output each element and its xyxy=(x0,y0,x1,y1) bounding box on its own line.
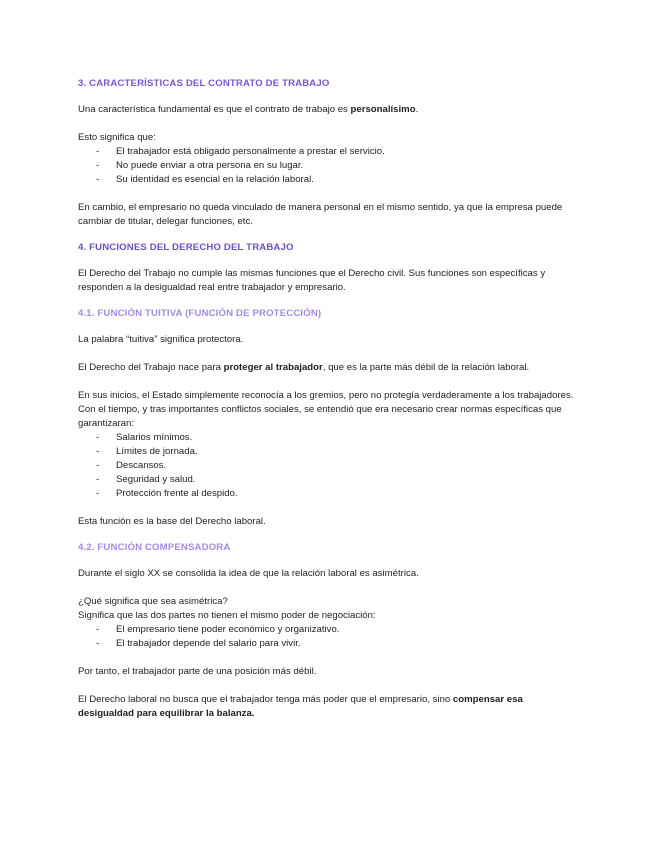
bold-compensar: compensar esa desigualdad para equilibrar la balanza. xyxy=(78,694,523,719)
sec42-paragraph-2: ¿Qué significa que sea asimétrica? xyxy=(78,596,228,607)
sec41-list xyxy=(78,431,575,501)
list-item: - Su identidad es esencial en la relación laboral. xyxy=(96,173,575,187)
sec3-paragraph-1: Una característica fundamental es que el contrato de trabajo es personalísimo. xyxy=(78,104,419,115)
list-item: - El trabajador depende del salario para vivir. xyxy=(96,637,575,651)
bold-personalisimo: personalísimo xyxy=(350,104,416,115)
list-item: - Descansos. xyxy=(96,459,575,473)
sec42-paragraph-3: Significa que las dos partes no tienen el mismo poder de negociación: xyxy=(78,610,376,621)
sec42-paragraph-5: El Derecho laboral no busca que el trabajador tenga más poder que el empresario, sino compensar esa desigualdad para equilibrar la balanza. xyxy=(78,694,523,719)
sec41-paragraph-2: El Derecho del Trabajo nace para proteger al trabajador, que es la parte más débil de la relación laboral. xyxy=(78,362,530,373)
list-item: - El empresario tiene poder económico y organizativo. xyxy=(96,623,575,637)
list-item: - Límites de jornada. xyxy=(96,445,575,459)
section-4-heading: 4. FUNCIONES DEL DERECHO DEL TRABAJO xyxy=(78,242,294,253)
sec3-list xyxy=(78,145,575,187)
list-item: - Protección frente al despido. xyxy=(96,487,575,501)
section-3-heading: 3. CARACTERÍSTICAS DEL CONTRATO DE TRABAJO xyxy=(78,78,330,89)
bold-proteger: proteger al trabajador xyxy=(223,362,323,373)
sec42-list xyxy=(78,623,575,651)
sec41-paragraph-4: Esta función es la base del Derecho laboral. xyxy=(78,516,266,527)
list-item: - Salarios mínimos. xyxy=(96,431,575,445)
sec42-paragraph-4: Por tanto, el trabajador parte de una posición más débil. xyxy=(78,666,317,677)
list-item: - El trabajador está obligado personalmente a prestar el servicio. xyxy=(96,145,575,159)
sec41-paragraph-3: En sus inicios, el Estado simplemente reconocía a los gremios, pero no protegía verdaderamente a los trabajadores. Con el tiempo, y tras importantes conflictos sociales, se entendió que era necesario crear normas específicas que garantizaran: xyxy=(78,390,574,429)
list-item: - Seguridad y salud. xyxy=(96,473,575,487)
section-4-1-heading: 4.1. FUNCIÓN TUITIVA (FUNCIÓN DE PROTECCIÓN) xyxy=(78,308,322,319)
section-4-2-heading: 4.2. FUNCIÓN COMPENSADORA xyxy=(78,542,231,553)
sec4-paragraph-1: El Derecho del Trabajo no cumple las mismas funciones que el Derecho civil. Sus funciones son específicas y responden a la desigualdad real entre trabajador y empresario. xyxy=(78,268,546,293)
sec42-paragraph-1: Durante el siglo XX se consolida la idea de que la relación laboral es asimétrica. xyxy=(78,568,419,579)
sec3-paragraph-2: Esto significa que: xyxy=(78,132,156,143)
list-item: - No puede enviar a otra persona en su lugar. xyxy=(96,159,575,173)
sec41-paragraph-1: La palabra “tuitiva” significa protectora. xyxy=(78,334,244,345)
sec3-paragraph-3: En cambio, el empresario no queda vinculado de manera personal en el mismo sentido, ya que la empresa puede cambiar de titular, delegar funciones, etc. xyxy=(78,202,563,227)
